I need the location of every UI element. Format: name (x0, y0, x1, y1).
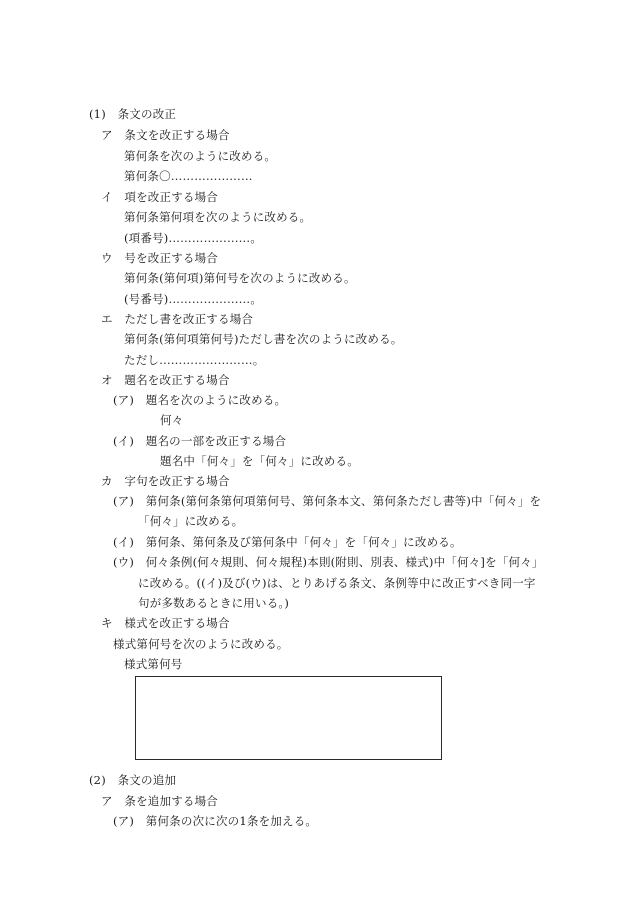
item-ki-heading: キ 様式を改正する場合 (101, 616, 230, 630)
item-i-text: 第何条第何項を次のように改める。 (124, 210, 312, 224)
item-a-heading: ア 条文を改正する場合 (101, 128, 230, 142)
item-a-example: 第何条〇………………… (124, 169, 253, 183)
item-u-text: 第何条(第何項)第何号を次のように改める。 (124, 271, 356, 285)
item-e-text: 第何条(第何項第何号)ただし書を次のように改める。 (124, 332, 403, 346)
item-o-a-text: (ア) 題名を次のように改める。 (113, 393, 287, 407)
section-2-item-a-heading: ア 条を追加する場合 (101, 794, 218, 808)
item-i-heading: イ 項を改正する場合 (101, 190, 218, 204)
item-ka-i-text: (イ) 第何条、第何条及び第何条中「何々」を「何々」に改める。 (113, 535, 462, 549)
item-i-example: (項番号)…………………。 (124, 231, 263, 245)
item-ka-a-text-cont: 「何々」に改める。 (138, 514, 244, 528)
item-u-heading: ウ 号を改正する場合 (101, 251, 218, 265)
item-ka-heading: カ 字句を改正する場合 (101, 474, 230, 488)
item-ka-a-text: (ア) 第何条(第何条第何項第何号、第何条本文、第何条ただし書等)中「何々」を (113, 494, 542, 508)
item-ki-form-label: 様式第何号 (124, 657, 183, 671)
section-2-item-a-a-text: (ア) 第何条の次に次の1条を加える。 (113, 814, 318, 828)
item-ka-u-text-cont-2: 句が多数あるときに用いる。) (138, 596, 290, 610)
item-o-i-example: 題名中「何々」を「何々」に改める。 (160, 454, 359, 468)
item-e-example: ただし……………………。 (124, 353, 265, 367)
item-ka-u-text: (ウ) 何々条例(何々規則、何々規程)本則(附則、別表、様式)中「何々]を「何々」 (113, 555, 544, 569)
item-o-i-text: (イ) 題名の一部を改正する場合 (113, 434, 287, 448)
item-u-example: (号番号)…………………。 (124, 292, 263, 306)
form-placeholder-box (135, 676, 442, 760)
item-a-text: 第何条を次のように改める。 (124, 149, 277, 163)
item-e-heading: エ ただし書を改正する場合 (101, 312, 254, 326)
item-o-heading: オ 題名を改正する場合 (101, 373, 230, 387)
section-2-heading: (2) 条文の追加 (89, 773, 177, 787)
item-ki-text: 様式第何号を次のように改める。 (113, 637, 289, 651)
item-ka-u-text-cont-1: に改める。((イ)及び(ウ)は、とりあげる条文、条例等中に改正すべき同一字 (138, 576, 536, 590)
item-o-a-example: 何々 (160, 413, 184, 427)
section-1-heading: (1) 条文の改正 (89, 107, 177, 121)
